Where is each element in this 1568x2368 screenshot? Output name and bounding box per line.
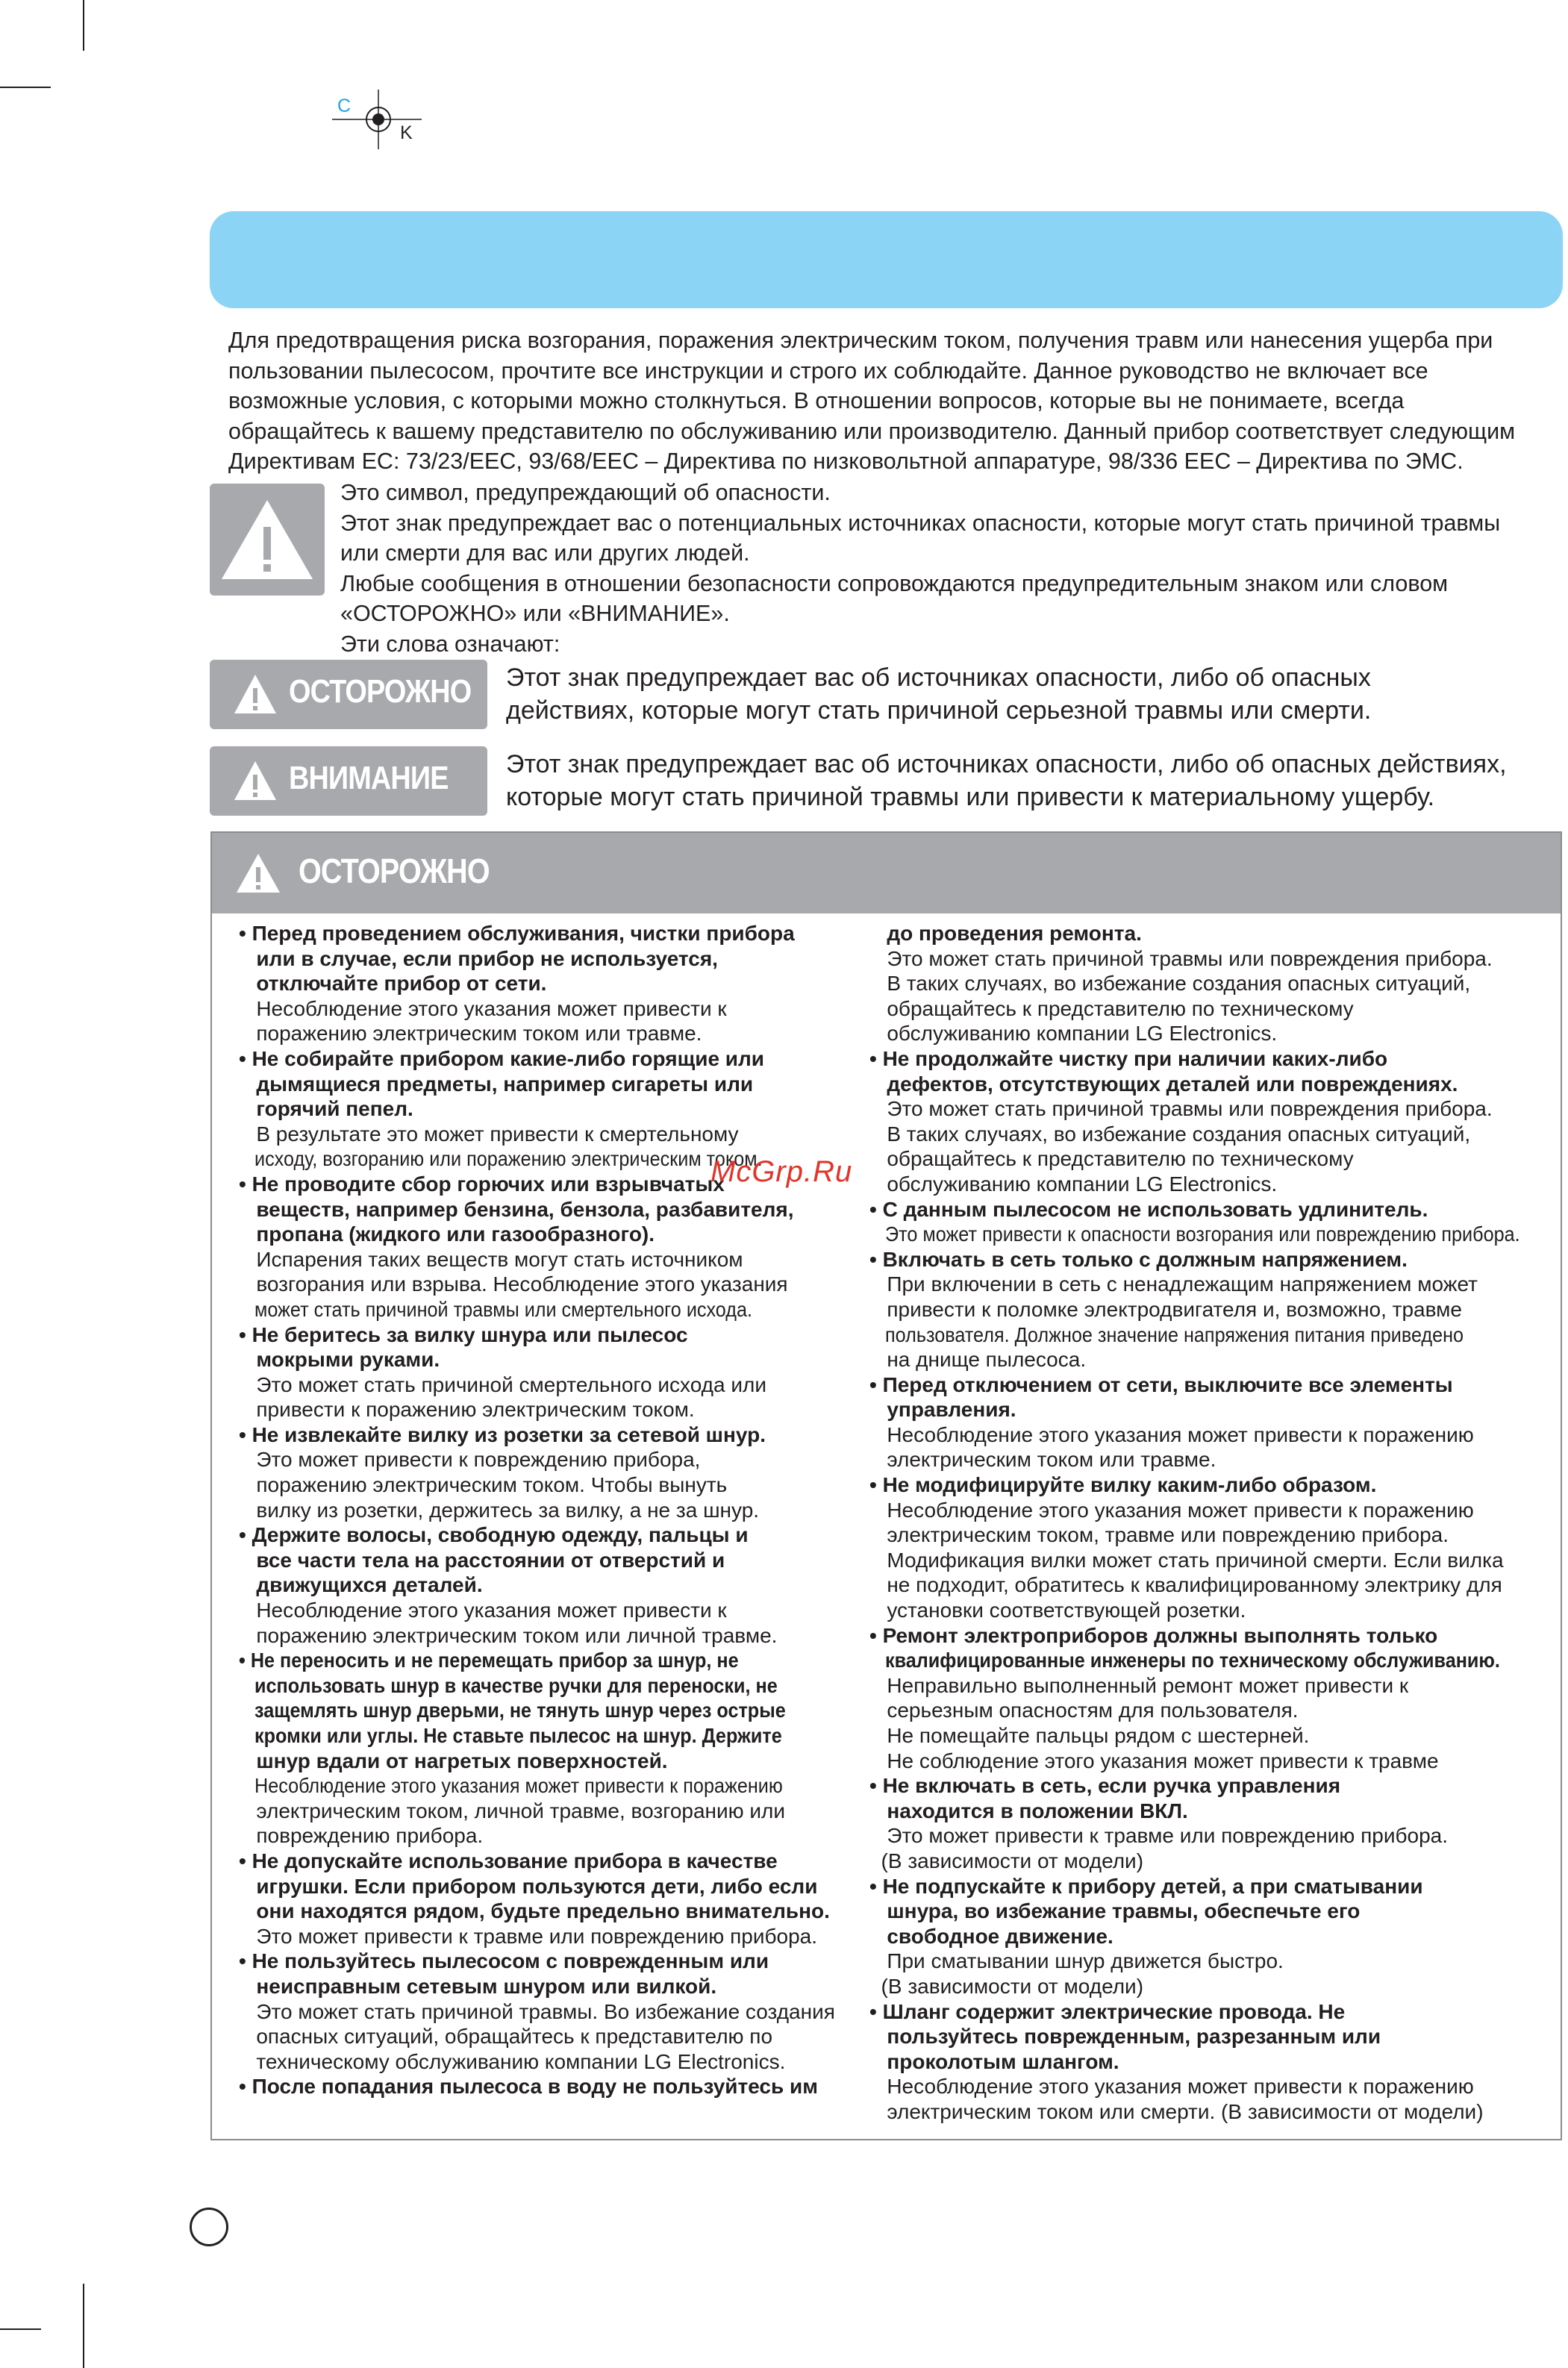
crop-mark-bottom-left-horizontal <box>0 2328 41 2330</box>
warning-item-heading-line: дефектов, отсутствующих деталей или повреждениях. <box>869 1072 1458 1096</box>
warning-badge <box>210 660 487 729</box>
warning-item-heading-line: • Не извлекайте вилку из розетки за сетевой шнур. <box>239 1422 766 1446</box>
warning-item-text-line: Не помещайте пальцы рядом с шестерней. <box>869 1724 1310 1747</box>
symbol-line: Этот знак предупреждает вас о потенциальных источниках опасности, которые могут стать причиной травмы <box>340 510 1501 536</box>
warning-item-heading-line: • Не модифицируйте вилку каким-либо образом. <box>869 1473 1377 1497</box>
intro-line: Для предотвращения риска возгорания, поражения электрическим током, получения травм или нанесения ущерба при <box>228 328 1493 353</box>
warning-description <box>506 661 1371 727</box>
warning-item-heading-line: находится в положении ВКЛ. <box>869 1799 1188 1822</box>
warning-item-text-line: Испарения таких веществ могут стать источником <box>239 1247 743 1271</box>
caution-description <box>506 748 1507 813</box>
warning-item-text-line: обслуживанию компании LG Electronics. <box>869 1022 1278 1046</box>
registration-cyan-label: C <box>337 96 352 116</box>
warning-item-heading-line: • С данным пылесосом не использовать удлинитель. <box>869 1197 1428 1221</box>
warning-item-text-line: Модификация вилки может стать причиной смерти. Если вилка <box>869 1548 1504 1572</box>
warning-item-heading-line: они находятся рядом, будьте предельно внимательно. <box>239 1899 830 1923</box>
warning-item-text-line: не подходит, обратитесь к квалифицированному электрику для <box>869 1573 1502 1597</box>
warning-item-text-line: Это может привести к травме или повреждению прибора. <box>239 1924 817 1948</box>
warning-item-text-line: поражению электрическим током или личной травме. <box>239 1623 778 1647</box>
warning-item-text-line: поражению электрическим током или травме. <box>239 1022 702 1046</box>
warning-item-text-line: установки соответствующей розетки. <box>869 1599 1246 1622</box>
warning-right-column <box>869 921 1556 2125</box>
warning-item-text-line: серьезным опасностям для пользователя. <box>869 1699 1299 1722</box>
warning-item-text-line: В таких случаях, во избежание создания опасных ситуаций, <box>869 1122 1471 1146</box>
warning-item-heading-line: веществ, например бензина, бензола, разбавителя, <box>239 1197 794 1221</box>
warning-item-heading-line: • Перед проведением обслуживания, чистки прибора <box>239 922 795 945</box>
warning-item-text-line: Несоблюдение этого указания может привести к поражению <box>869 2075 1474 2099</box>
warning-item-text-line: (В зависимости от модели) <box>869 1849 1144 1872</box>
page-number-circle <box>190 2208 228 2246</box>
intro-line: Директивам ЕС: 73/23/EEC, 93/68/EEC – Директива по низковольтной аппаратуре, 98/336 EEC – Директива по ЭМС. <box>228 449 1464 474</box>
warning-left-column <box>239 921 866 2099</box>
warning-item-text-line: на днище пылесоса. <box>869 1348 1087 1372</box>
warning-item-text-line: Это может стать причиной травмы. Во избежание создания <box>239 1999 835 2023</box>
warning-item-heading-line: защемлять шнур дверьми, не тянуть шнур через острые <box>239 1699 786 1722</box>
warning-item-heading-line: неисправным сетевым шнуром или вилкой. <box>239 1974 717 1998</box>
warning-item-text-line: В таких случаях, во избежание создания опасных ситуаций, <box>869 972 1471 996</box>
warning-item-heading-line: • Не переносить и не перемещать прибор за шнур, не <box>239 1649 739 1672</box>
warning-item-text-line: может стать причиной травмы или смертельного исхода. <box>239 1297 752 1321</box>
warning-item-text-line: Это может стать причиной смертельного исхода или <box>239 1372 766 1396</box>
warning-item-text-line: техническому обслуживанию компании LG Electronics. <box>239 2049 786 2073</box>
warning-item-heading-line: • Не проводите сбор горючих или взрывчатых <box>239 1172 725 1196</box>
warning-section-header <box>212 833 1561 913</box>
warning-item-heading-line: квалифицированные инженеры по техническому обслуживанию. <box>869 1649 1500 1672</box>
warning-item-text-line: Несоблюдение этого указания может привести к <box>239 1599 727 1622</box>
caution-badge <box>210 746 487 816</box>
warning-item-text-line: обращайтесь к представителю по техническому <box>869 1147 1354 1171</box>
warning-item-text-line: Несоблюдение этого указания может привести к поражению <box>869 1498 1474 1522</box>
warning-item-heading-line: • Перед отключением от сети, выключите все элементы <box>869 1372 1453 1396</box>
warning-item-heading-line: все части тела на расстоянии от отверстий и <box>239 1548 725 1572</box>
warning-item-heading-line: • Не допускайте использование прибора в качестве <box>239 1849 778 1872</box>
warning-item-heading-line: игрушки. Если прибором пользуются дети, либо если <box>239 1874 818 1898</box>
intro-paragraph <box>228 325 1557 477</box>
warning-item-heading-line: • Не беритесь за вилку шнура или пылесос <box>239 1322 688 1346</box>
title-banner <box>210 211 1563 308</box>
caution-description-line: Этот знак предупреждает вас об источниках опасности, либо об опасных действиях, <box>506 750 1507 778</box>
warning-item-text-line: возгорания или взрыва. Несоблюдение этого указания <box>239 1272 788 1296</box>
warning-item-text-line: привести к поломке электродвигателя и, возможно, травме <box>869 1297 1463 1321</box>
warning-item-text-line: Это может привести к травме или повреждению прибора. <box>869 1824 1448 1848</box>
warning-section-title: ОСТОРОЖНО <box>299 852 490 890</box>
warning-item-heading-line: свободное движение. <box>869 1924 1113 1948</box>
warning-item-text-line: поражению электрическим током. Чтобы вынуть <box>239 1473 728 1497</box>
warning-item-text-line: повреждению прибора. <box>239 1824 484 1848</box>
warning-item-heading-line: горячий пепел. <box>239 1097 413 1121</box>
symbol-line: «ОСТОРОЖНО» или «ВНИМАНИЕ». <box>340 601 730 626</box>
warning-item-heading-line: • Не включать в сеть, если ручка управления <box>869 1774 1341 1798</box>
safety-alert-box <box>210 484 325 596</box>
warning-item-heading-line: • После попадания пылесоса в воду не пользуйтесь им <box>239 2075 818 2099</box>
warning-triangle-icon <box>210 484 325 596</box>
warning-item-heading-line: проколотым шлангом. <box>869 2049 1119 2073</box>
warning-item-heading-line: • Ремонт электроприборов должны выполнять только <box>869 1623 1438 1647</box>
warning-item-text-line: электрическим током или смерти. (В зависимости от модели) <box>869 2099 1484 2123</box>
intro-line: пользовании пылесосом, прочтите все инструкции и строго их соблюдайте. Данное руководство не включает все <box>228 357 1428 384</box>
warning-item-heading-line: • Не собирайте прибором какие-либо горящие или <box>239 1046 765 1070</box>
warning-item-text-line: В результате это может привести к смертельному <box>239 1122 739 1146</box>
warning-item-text-line: При сматывании шнур движется быстро. <box>869 1949 1284 1973</box>
warning-item-heading-line: • Не пользуйтесь пылесосом с поврежденным или <box>239 1949 769 1973</box>
warning-item-heading-line: мокрыми руками. <box>239 1348 440 1372</box>
intro-line: возможные условия, с которыми можно столкнуться. В отношении вопросов, которые вы не понимаете, всегда <box>228 388 1405 413</box>
warning-item-heading-line: пропана (жидкого или газообразного). <box>239 1222 655 1246</box>
symbol-explanation <box>340 478 1500 659</box>
intro-line: обращайтесь к вашему представителю по обслуживанию или производителю. Данный прибор соответствует следующим <box>228 418 1516 444</box>
warning-item-text-line: Это может привести к повреждению прибора, <box>239 1448 701 1472</box>
registration-black-label: K <box>400 122 413 143</box>
warning-item-heading-line: • Не подпускайте к прибору детей, а при сматывании <box>869 1874 1423 1898</box>
warning-item-text-line: Несоблюдение этого указания может привести к поражению <box>239 1774 783 1798</box>
warning-item-text-line: Это может привести к опасности возгорания или повреждению прибора. <box>869 1222 1520 1246</box>
warning-item-heading-line: шнура, во избежание травмы, обеспечьте его <box>869 1899 1361 1923</box>
warning-item-text-line: обращайтесь к представителю по техническому <box>869 996 1354 1020</box>
warning-item-text-line: электрическим током или травме. <box>869 1448 1216 1472</box>
warning-item-text-line: обслуживанию компании LG Electronics. <box>869 1172 1278 1196</box>
crop-mark-top-left-horizontal <box>0 87 51 88</box>
warning-item-heading-line: • Шланг содержит электрические провода. Не <box>869 1999 1346 2023</box>
warning-item-heading-line: пользуйтесь поврежденным, разрезанным или <box>869 2025 1381 2049</box>
warning-item-heading-line: шнур вдали от нагретых поверхностей. <box>239 1749 668 1772</box>
warning-item-heading-line: • Включать в сеть только с должным напряжением. <box>869 1247 1408 1271</box>
warning-item-text-line: пользователя. Должное значение напряжения питания приведено <box>869 1322 1464 1346</box>
warning-description-line: Этот знак предупреждает вас об источниках опасности, либо об опасных <box>506 663 1371 692</box>
warning-item-text-line: электрическим током, травме или повреждению прибора. <box>869 1523 1449 1547</box>
warning-item-text-line: Несоблюдение этого указания может привести к <box>239 996 727 1020</box>
warning-item-text-line: Неправильно выполненный ремонт может привести к <box>869 1673 1409 1697</box>
symbol-line: Это символ, предупреждающий об опасности. <box>340 480 831 505</box>
warning-item-text-line: электрическим током, личной травме, возгоранию или <box>239 1799 786 1822</box>
warning-item-text-line: При включении в сеть с ненадлежащим напряжением может <box>869 1272 1478 1296</box>
warning-item-heading-line: до проведения ремонта. <box>869 922 1142 945</box>
warning-description-line: действиях, которые могут стать причиной серьезной травмы или смерти. <box>506 696 1372 725</box>
symbol-line: Любые сообщения в отношении безопасности сопровождаются предупредительным знаком или словом <box>340 570 1449 596</box>
warning-item-text-line: вилку из розетки, держитесь за вилку, а не за шнур. <box>239 1498 760 1522</box>
warning-item-text-line: Несоблюдение этого указания может привести к поражению <box>869 1422 1474 1446</box>
watermark: McGrp.Ru <box>710 1155 853 1188</box>
warning-item-heading-line: • Держите волосы, свободную одежду, пальцы и <box>239 1523 749 1547</box>
warning-item-text-line: Не соблюдение этого указания может привести к травме <box>869 1749 1439 1772</box>
warning-triangle-icon <box>232 758 278 803</box>
warning-triangle-icon <box>232 672 278 716</box>
warning-item-heading-line: движущихся деталей. <box>239 1573 483 1597</box>
warning-item-text-line: Это может стать причиной травмы или повреждения прибора. <box>869 946 1493 970</box>
caution-description-line: которые могут стать причиной травмы или привести к материальному ущербу. <box>506 783 1435 811</box>
crop-mark-bottom-left-vertical <box>83 2284 84 2368</box>
crop-mark-top-left-vertical <box>83 0 84 51</box>
warning-item-heading-line: отключайте прибор от сети. <box>239 972 547 996</box>
warning-item-text-line: исходу, возгоранию или поражению электрическим током. <box>239 1147 763 1171</box>
symbol-line: или смерти для вас или других людей. <box>340 540 750 566</box>
warning-badge-label: ОСТОРОЖНО <box>289 673 472 710</box>
warning-item-heading-line: или в случае, если прибор не используется, <box>239 946 718 970</box>
symbol-line: Эти слова означают: <box>340 631 560 657</box>
warning-item-heading-line: кромки или углы. Не ставьте пылесос на шнур. Держите <box>239 1724 782 1747</box>
warning-item-text-line: Это может стать причиной травмы или повреждения прибора. <box>869 1097 1493 1121</box>
warning-triangle-icon <box>234 851 282 896</box>
caution-badge-label: ВНИМАНИЕ <box>289 760 449 796</box>
warning-item-text-line: привести к поражению электрическим током. <box>239 1398 695 1422</box>
warning-item-text-line: (В зависимости от модели) <box>869 1974 1144 1998</box>
warning-item-heading-line: • Не продолжайте чистку при наличии каких-либо <box>869 1046 1388 1070</box>
warning-item-text-line: опасных ситуаций, обращайтесь к представителю по <box>239 2025 773 2049</box>
warning-item-heading-line: управления. <box>869 1398 1016 1422</box>
warning-item-heading-line: использовать шнур в качестве ручки для переноски, не <box>239 1673 778 1697</box>
warning-item-heading-line: дымящиеся предметы, например сигареты или <box>239 1072 754 1096</box>
